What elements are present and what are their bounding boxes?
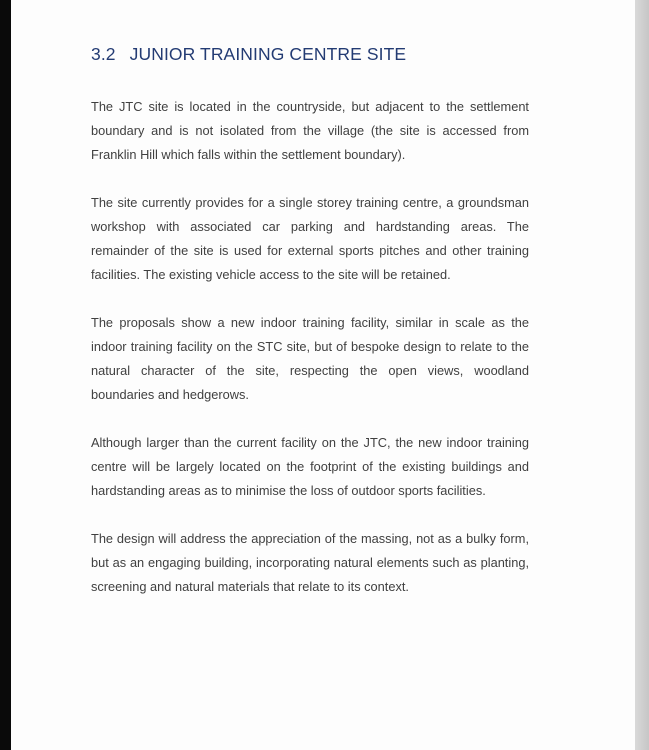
section-heading bbox=[91, 44, 529, 65]
right-scroll-edge bbox=[635, 0, 649, 750]
paragraph-site-location: The JTC site is located in the countryside, but adjacent to the settlement boundary and is not isolated from the village (the site is accessed from Franklin Hill which falls within the settlement boundary). bbox=[91, 99, 529, 162]
paragraph-proposals: The proposals show a new indoor training facility, similar in scale as the indoor training facility on the STC site, but of bespoke design to relate to the natural character of the site, respecting the open views, woodland boundaries and hedgerows. bbox=[91, 315, 529, 402]
left-border bbox=[0, 0, 11, 750]
section-title: JUNIOR TRAINING CENTRE SITE bbox=[129, 44, 407, 64]
paragraph-design: The design will address the appreciation of the massing, not as a bulky form, but as an engaging building, incorporating natural elements such as planting, screening and natural materials that relate to its context. bbox=[91, 531, 529, 594]
document-content bbox=[91, 44, 529, 623]
section-number: 3.2 bbox=[91, 44, 116, 64]
paragraph-current-provision: The site currently provides for a single storey training centre, a groundsman workshop with associated car parking and hardstanding areas. The remainder of the site is used for external sports pitches and other training facilities. The existing vehicle access to the site will be retained. bbox=[91, 195, 529, 282]
paragraph-footprint: Although larger than the current facility on the JTC, the new indoor training centre will be largely located on the footprint of the existing buildings and hardstanding areas as to minimise the loss of outdoor sports facilities. bbox=[91, 435, 529, 498]
